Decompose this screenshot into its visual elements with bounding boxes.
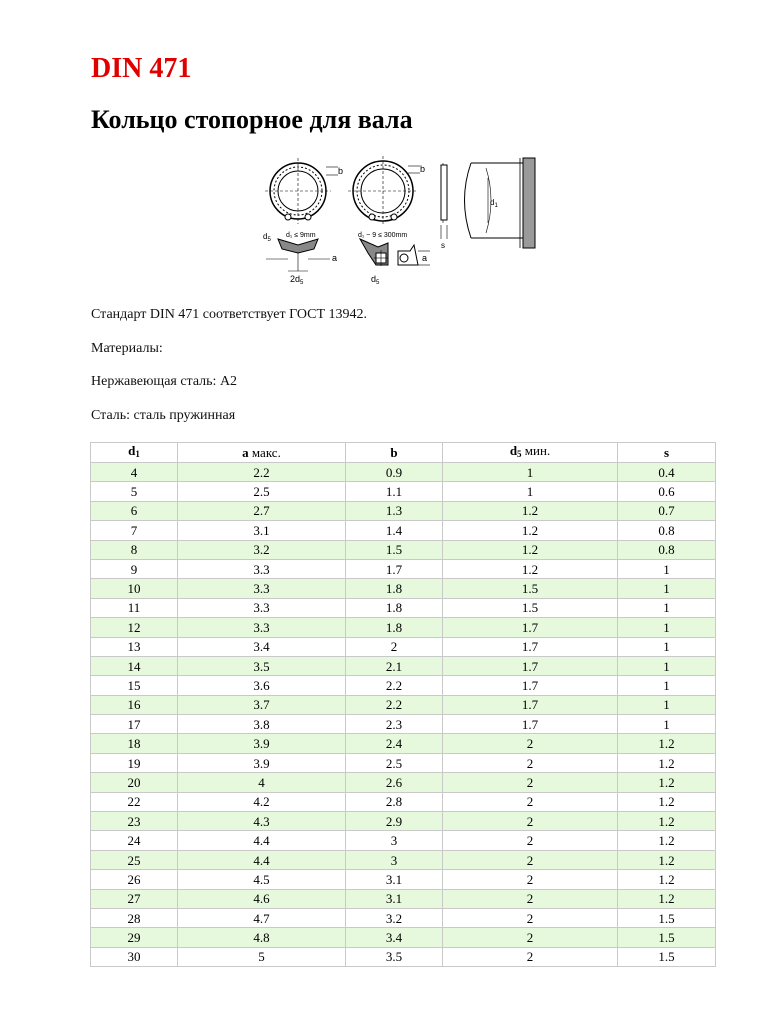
cell-a: 3.3: [178, 579, 346, 598]
cell-b: 1.3: [346, 501, 443, 520]
cell-s: 1.2: [618, 753, 716, 772]
cell-s: 1: [618, 715, 716, 734]
table-row: [91, 521, 716, 540]
cell-d1: 10: [91, 579, 178, 598]
cell-d1: 29: [91, 928, 178, 947]
cell-d1: 23: [91, 812, 178, 831]
cell-d5: 1.7: [443, 656, 618, 675]
cell-s: 0.6: [618, 482, 716, 501]
cell-s: 1.2: [618, 889, 716, 908]
cell-b: 1.8: [346, 618, 443, 637]
table-row: [91, 908, 716, 927]
table-row: [91, 715, 716, 734]
cell-d1: 15: [91, 676, 178, 695]
header-a-max: a макс.: [178, 443, 346, 463]
table-row: [91, 501, 716, 520]
table-row: [91, 947, 716, 966]
cell-b: 2.5: [346, 753, 443, 772]
cell-a: 3.8: [178, 715, 346, 734]
cell-d5: 2: [443, 753, 618, 772]
cell-s: 0.7: [618, 501, 716, 520]
cell-d1: 9: [91, 559, 178, 578]
cell-b: 3.1: [346, 889, 443, 908]
cell-d5: 2: [443, 889, 618, 908]
table-row: [91, 482, 716, 501]
cell-d5: 2: [443, 947, 618, 966]
cell-d1: 25: [91, 850, 178, 869]
cell-b: 3.1: [346, 870, 443, 889]
cell-a: 4.5: [178, 870, 346, 889]
table-row: [91, 812, 716, 831]
cell-d5: 1: [443, 463, 618, 482]
cell-b: 2.6: [346, 773, 443, 792]
cell-b: 1.8: [346, 579, 443, 598]
cell-d1: 19: [91, 753, 178, 772]
cell-a: 4: [178, 773, 346, 792]
cell-s: 1: [618, 618, 716, 637]
cell-d5: 1.7: [443, 676, 618, 695]
cell-d1: 13: [91, 637, 178, 656]
cell-d5: 1.7: [443, 637, 618, 656]
cell-b: 0.9: [346, 463, 443, 482]
page-title: Кольцо стопорное для вала: [91, 105, 413, 134]
cell-a: 3.7: [178, 695, 346, 714]
cell-s: 1.2: [618, 773, 716, 792]
header-d5-min: $d_5$ мин.: [443, 443, 618, 463]
cell-b: 2.2: [346, 695, 443, 714]
cell-d5: 1.2: [443, 540, 618, 559]
cell-b: 3.5: [346, 947, 443, 966]
table-row: [91, 928, 716, 947]
cell-a: 3.1: [178, 521, 346, 540]
cell-a: 3.3: [178, 559, 346, 578]
cell-b: 3: [346, 850, 443, 869]
cell-b: 1.5: [346, 540, 443, 559]
table-row: [91, 463, 716, 482]
cell-a: 3.6: [178, 676, 346, 695]
table-row: [91, 850, 716, 869]
cell-s: 0.8: [618, 521, 716, 540]
cell-d5: 2: [443, 812, 618, 831]
cell-b: 2.4: [346, 734, 443, 753]
cell-s: 1: [618, 656, 716, 675]
label-b-middle: b: [420, 164, 426, 174]
cell-s: 1.5: [618, 947, 716, 966]
svg-text:d5: $d_5$: [263, 232, 271, 243]
cell-d1: 11: [91, 598, 178, 617]
header-s: s: [618, 443, 716, 463]
table-row: [91, 676, 716, 695]
cell-s: 0.8: [618, 540, 716, 559]
cell-d5: 2: [443, 850, 618, 869]
cell-d1: 12: [91, 618, 178, 637]
cell-s: 1: [618, 579, 716, 598]
cell-d5: 1.5: [443, 579, 618, 598]
cell-d1: 18: [91, 734, 178, 753]
cell-d1: 20: [91, 773, 178, 792]
cell-a: 3.3: [178, 598, 346, 617]
cell-a: 4.8: [178, 928, 346, 947]
cell-b: 1.4: [346, 521, 443, 540]
table-row: [91, 637, 716, 656]
cell-a: 4.4: [178, 831, 346, 850]
cell-b: 2.9: [346, 812, 443, 831]
table-row: [91, 753, 716, 772]
standard-note: Стандарт DIN 471 соответствует ГОСТ 13942.: [91, 307, 368, 322]
standard-code-heading: DIN 471: [91, 53, 192, 84]
table-row: [91, 695, 716, 714]
cell-d5: 2: [443, 928, 618, 947]
cell-d1: 30: [91, 947, 178, 966]
cell-s: 1.2: [618, 850, 716, 869]
cell-b: 3.2: [346, 908, 443, 927]
cell-s: 1.5: [618, 908, 716, 927]
cell-a: 3.9: [178, 753, 346, 772]
cell-b: 1.8: [346, 598, 443, 617]
cell-b: 2: [346, 637, 443, 656]
cell-s: 0.4: [618, 463, 716, 482]
cell-s: 1.5: [618, 928, 716, 947]
cell-d5: 2: [443, 734, 618, 753]
cell-d5: 1.7: [443, 695, 618, 714]
table-row: [91, 540, 716, 559]
cell-b: 2.2: [346, 676, 443, 695]
svg-text:d5: $d_5$: [371, 274, 380, 285]
table-row: [91, 618, 716, 637]
cell-d1: 17: [91, 715, 178, 734]
cell-d5: 1.5: [443, 598, 618, 617]
cell-a: 2.7: [178, 501, 346, 520]
cell-d1: 7: [91, 521, 178, 540]
cell-d1: 26: [91, 870, 178, 889]
materials-label: Материалы:: [91, 341, 163, 356]
cell-d1: 16: [91, 695, 178, 714]
label-range-large: d₁ ~ 9 ≤ 300mm: [358, 232, 408, 239]
cell-a: 3.2: [178, 540, 346, 559]
dimensions-table: [90, 442, 716, 967]
cell-d1: 27: [91, 889, 178, 908]
cell-a: 4.3: [178, 812, 346, 831]
cell-s: 1: [618, 598, 716, 617]
cell-b: 1.7: [346, 559, 443, 578]
material-spring-steel: Сталь: сталь пружинная: [91, 408, 236, 423]
table-row: [91, 889, 716, 908]
cell-a: 4.2: [178, 792, 346, 811]
table-row: [91, 870, 716, 889]
cell-d5: 1.7: [443, 618, 618, 637]
table-row: [91, 734, 716, 753]
table-row: [91, 579, 716, 598]
cell-d1: 6: [91, 501, 178, 520]
header-b: b: [346, 443, 443, 463]
label-range-small: d₁ ≤ 9mm: [286, 232, 316, 239]
cell-b: 3: [346, 831, 443, 850]
table-row: [91, 792, 716, 811]
label-s: s: [441, 241, 445, 250]
label-a-left: a: [332, 253, 338, 263]
cell-a: 2.5: [178, 482, 346, 501]
cell-d1: 8: [91, 540, 178, 559]
table-row: [91, 559, 716, 578]
svg-text:d1: $d_1$: [490, 198, 498, 209]
cell-d1: 24: [91, 831, 178, 850]
header-d1: $d_1$: [91, 443, 178, 463]
cell-d5: 1.2: [443, 501, 618, 520]
cell-b: 1.1: [346, 482, 443, 501]
table-row: [91, 773, 716, 792]
cell-b: 2.8: [346, 792, 443, 811]
table-row: [91, 656, 716, 675]
cell-s: 1.2: [618, 870, 716, 889]
retaining-ring-drawing: [258, 153, 548, 285]
cell-a: 3.4: [178, 637, 346, 656]
cell-d5: 2: [443, 792, 618, 811]
cell-s: 1: [618, 637, 716, 656]
cell-d5: 1.2: [443, 559, 618, 578]
cell-d5: 1.7: [443, 715, 618, 734]
material-stainless: Нержавеющая сталь: А2: [91, 374, 238, 389]
cell-b: 3.4: [346, 928, 443, 947]
cell-a: 5: [178, 947, 346, 966]
cell-d5: 2: [443, 908, 618, 927]
cell-a: 4.6: [178, 889, 346, 908]
cell-d1: 28: [91, 908, 178, 927]
cell-d1: 14: [91, 656, 178, 675]
cell-a: 3.5: [178, 656, 346, 675]
table-header-row: [91, 443, 716, 463]
cell-d5: 2: [443, 773, 618, 792]
cell-a: 3.3: [178, 618, 346, 637]
cell-d5: 1.2: [443, 521, 618, 540]
table-row: [91, 831, 716, 850]
cell-d5: 2: [443, 870, 618, 889]
cell-s: 1.2: [618, 734, 716, 753]
cell-b: 2.1: [346, 656, 443, 675]
label-a-right: a: [422, 253, 428, 263]
cell-s: 1.2: [618, 792, 716, 811]
cell-d5: 1: [443, 482, 618, 501]
cell-d5: 2: [443, 831, 618, 850]
cell-d1: 5: [91, 482, 178, 501]
cell-s: 1.2: [618, 831, 716, 850]
label-b-left: b: [338, 166, 344, 176]
cell-a: 4.4: [178, 850, 346, 869]
cell-a: 4.7: [178, 908, 346, 927]
cell-s: 1.2: [618, 812, 716, 831]
table-row: [91, 598, 716, 617]
cell-a: 3.9: [178, 734, 346, 753]
cell-s: 1: [618, 559, 716, 578]
cell-d1: 22: [91, 792, 178, 811]
cell-s: 1: [618, 695, 716, 714]
cell-a: 2.2: [178, 463, 346, 482]
cell-d1: 4: [91, 463, 178, 482]
svg-text:2d5: $2d_5$: [290, 274, 304, 285]
cell-b: 2.3: [346, 715, 443, 734]
cell-s: 1: [618, 676, 716, 695]
